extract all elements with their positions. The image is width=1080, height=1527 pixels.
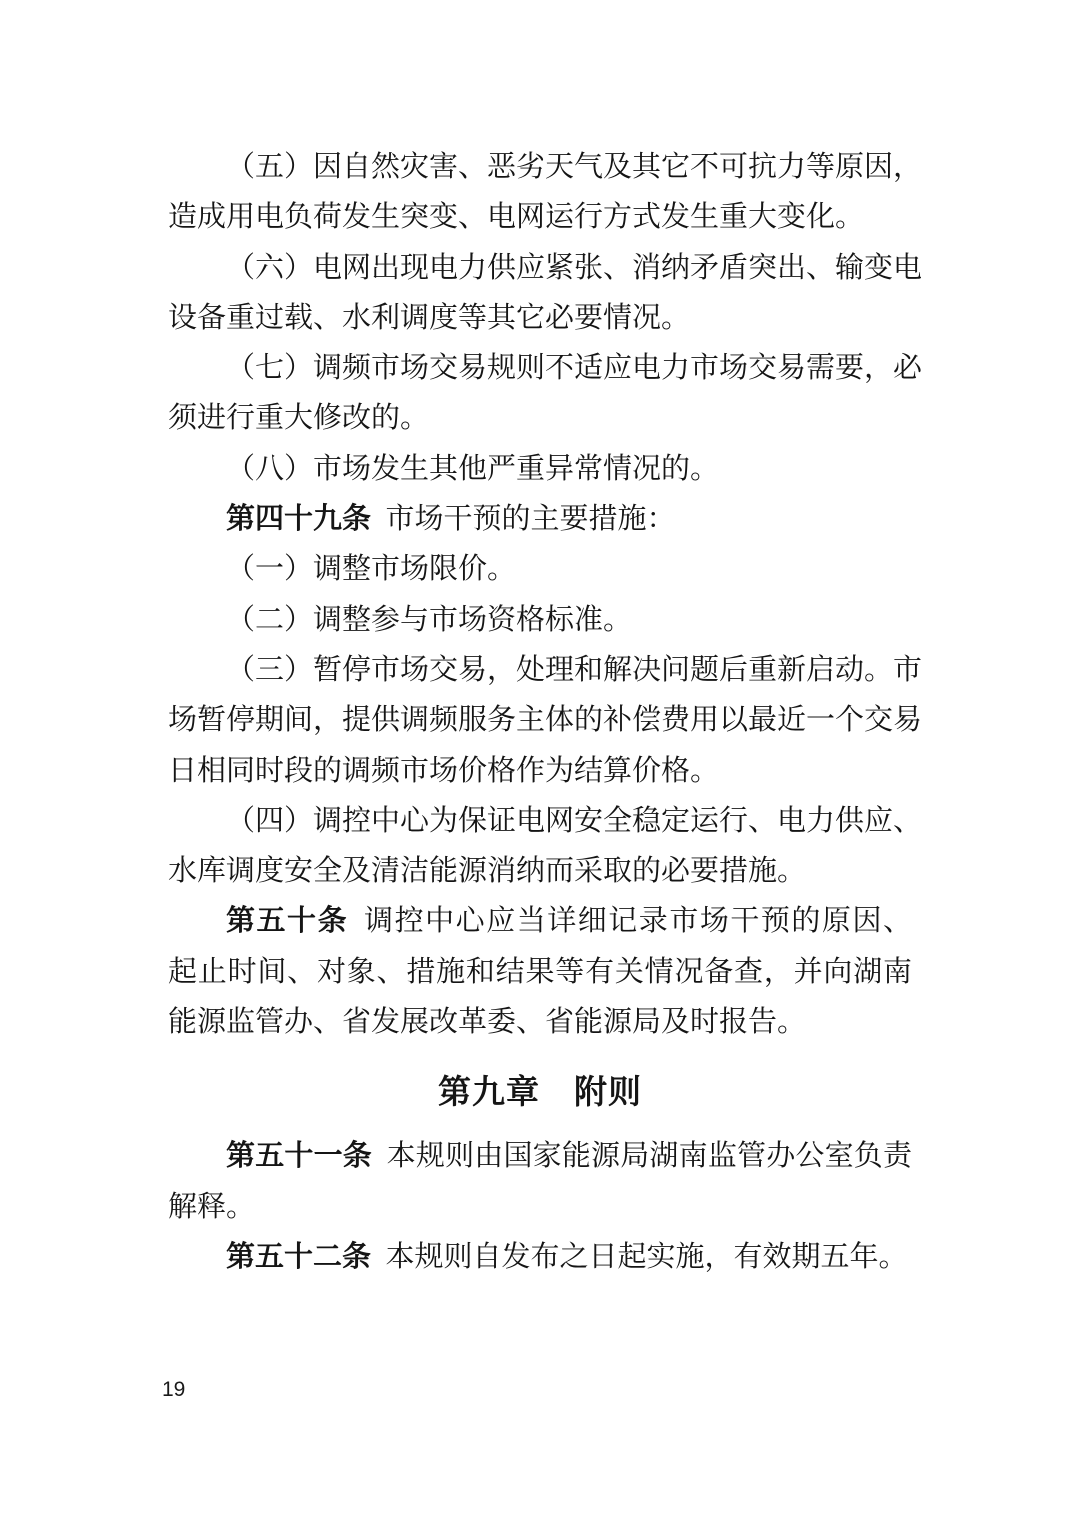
text-segment: 市场干预的主要措施： [371,503,676,536]
article-number: 第五十条 [226,905,349,938]
text-segment: （七）调频市场交易规则不适应电力市场交易需要，必 [226,352,923,385]
article-number: 第五十二条 [226,1240,372,1273]
text-segment: 造成用电负荷发生突变、电网运行方式发生重大变化。 [168,201,865,234]
text-segment: 水库调度安全及清洁能源消纳而采取的必要措施。 [168,855,807,888]
text-segment: （一）调整市场限价。 [226,553,517,586]
text-line [168,896,912,946]
text-line [168,243,923,293]
text-line [168,293,912,343]
text-line [168,1232,912,1282]
text-segment: 解释。 [168,1190,256,1223]
text-line [168,494,912,544]
text-segment: 本规则由国家能源局湖南监管办公室负责 [371,1140,912,1173]
text-segment: 起止时间、对象、措施和结果等有关情况备查，并向湖南 [168,955,912,988]
text-segment: 场暂停期间，提供调频服务主体的补偿费用以最近一个交易 [168,704,923,737]
text-segment: （二）调整参与市场资格标准。 [226,603,633,636]
text-line [168,947,912,997]
text-line [168,846,912,896]
text-segment: 本规则自发布之日起实施，有效期五年。 [371,1240,908,1273]
text-line [168,343,923,393]
text-segment: （五）因自然灾害、恶劣天气及其它不可抗力等原因， [226,151,923,183]
text-line [168,645,923,695]
text-line [168,142,923,192]
text-line [168,192,912,242]
text-segment: 设备重过载、水利调度等其它必要情况。 [168,301,691,334]
text-line [168,1182,912,1232]
text-segment: 调控中心应当详细记录市场干预的原因、 [348,905,912,938]
article-number: 第四十九条 [226,503,372,536]
text-line [168,746,912,796]
text-column [168,142,923,1282]
text-line [168,1131,912,1181]
article-number: 第五十一条 [226,1140,372,1173]
text-segment: （六）电网出现电力供应紧张、消纳矛盾突出、输变电 [226,251,923,284]
text-line [168,595,912,645]
text-line [168,444,912,494]
text-segment: （八）市场发生其他严重异常情况的。 [226,452,720,485]
text-segment: 能源监管办、省发展改革委、省能源局及时报告。 [168,1006,807,1039]
chapter-heading [168,1067,912,1117]
text-segment: （三）暂停市场交易，处理和解决问题后重新启动。市 [226,653,923,686]
text-line [168,997,912,1047]
article-number: 第九章 附则 [438,1073,642,1111]
page-number: 19 [162,1378,186,1401]
text-segment: （四）调控中心为保证电网安全稳定运行、电力供应、 [226,804,923,837]
text-line [168,796,923,846]
text-line [168,393,912,443]
text-line [168,695,923,745]
text-segment: 日相同时段的调频市场价格作为结算价格。 [168,754,720,787]
text-segment: 须进行重大修改的。 [168,402,430,435]
text-line [168,544,912,594]
